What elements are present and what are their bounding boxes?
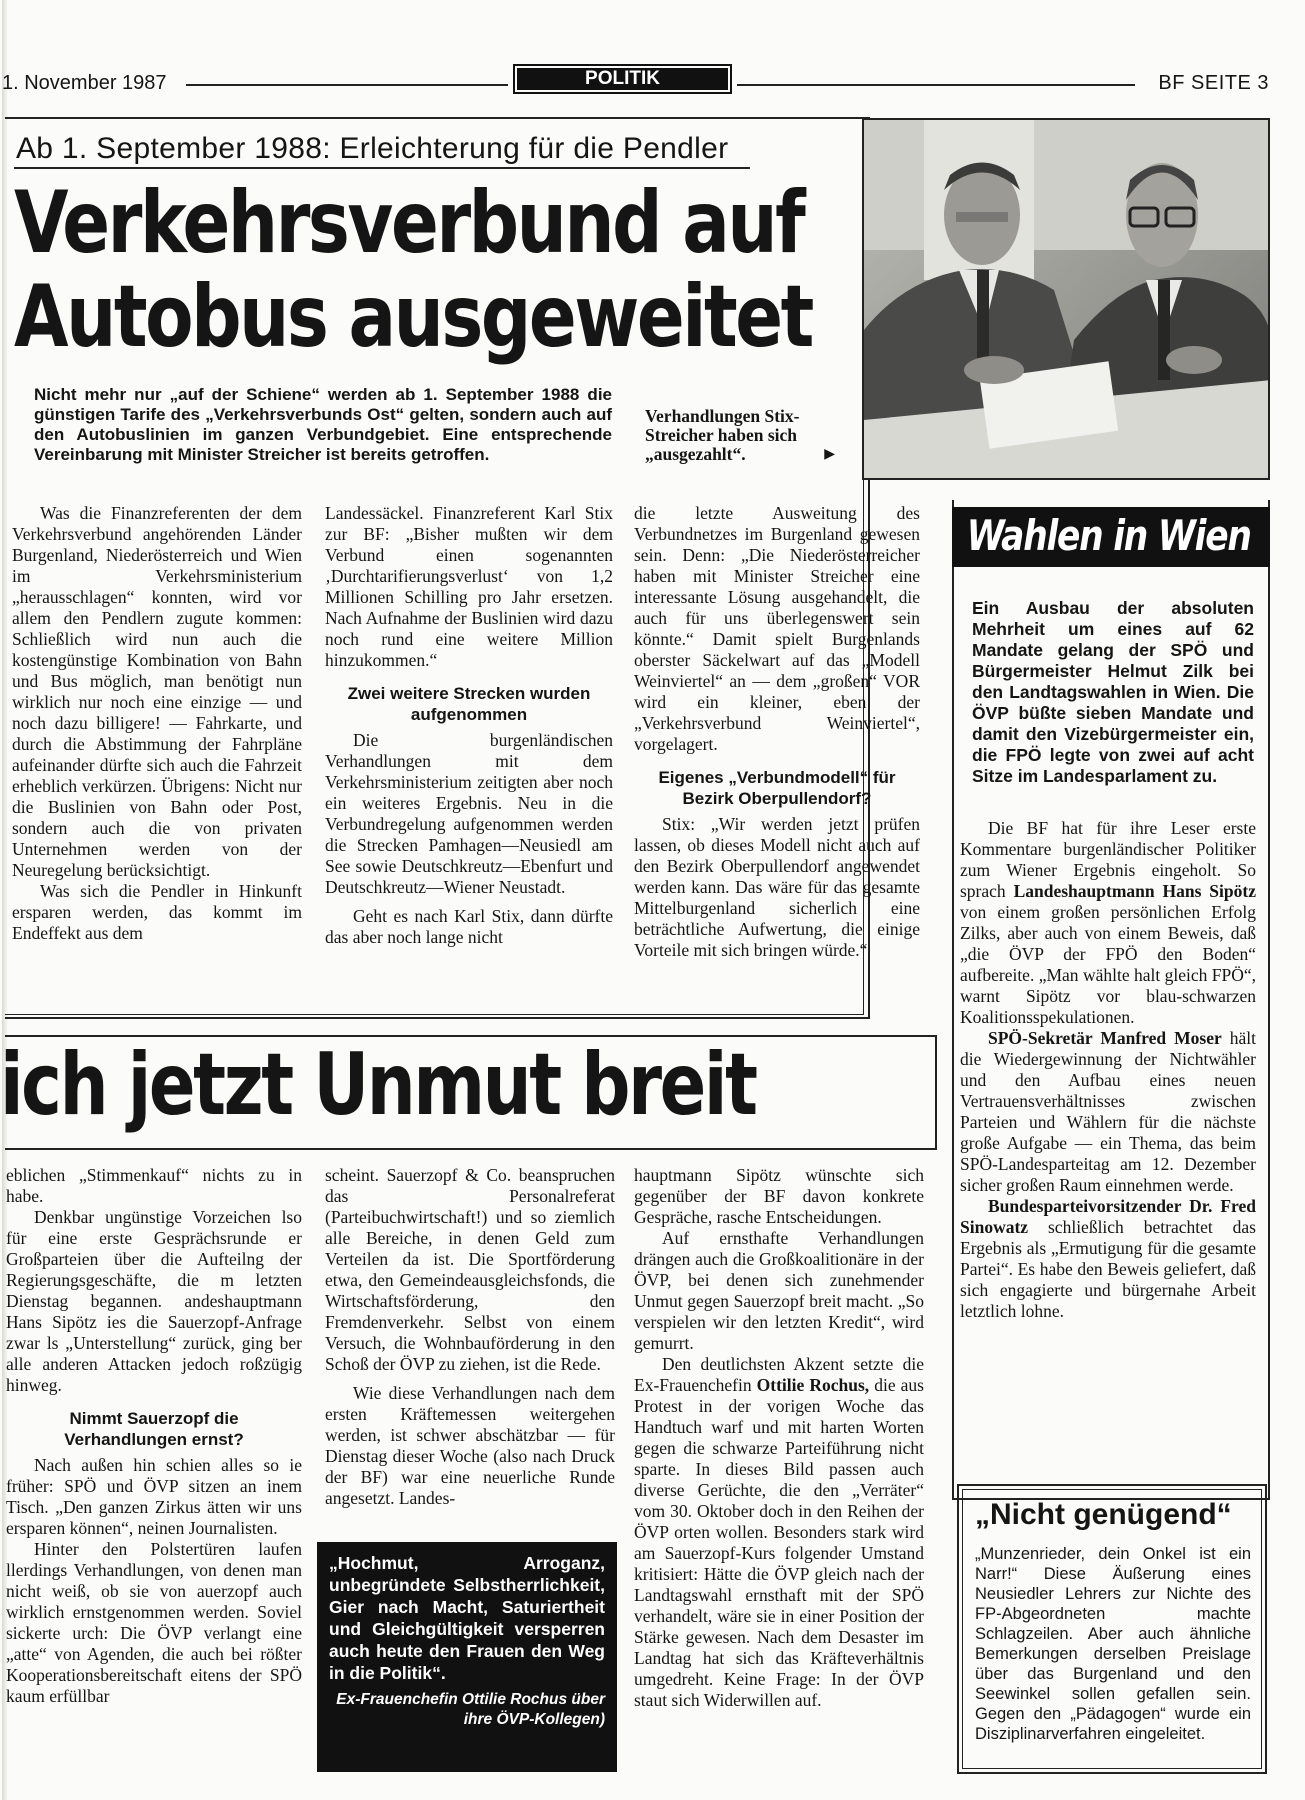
paragraph: Auf ernsthafte Verhandlungen drängen auch die Großkoalitionäre in der ÖVP, bei denen sich zunehmender Unmut gegen Sauerzopf breit macht. „So verspielen wir den letzten Kredit“, wird gemurrt. bbox=[634, 1228, 924, 1353]
sidebar-title-bar bbox=[952, 507, 1270, 567]
article2-headline: ich jetzt Unmut breit bbox=[0, 1035, 756, 1135]
section-label-box bbox=[513, 64, 732, 94]
person-name: Landeshauptmann Hans Sipötz bbox=[1013, 881, 1256, 901]
box-text: „Munzenrieder, dein Onkel ist ein Narr!“ Diese Äußerung eines Neusiedler Lehrers zur Nichte des FP-Abgeordneten machte Schlagzeilen. Aber auch ähnliche Bemerkungen derselben Preislage über das Burgenland und den Seewinkel sollen gefallen sein. Gegen den „Pädagogen“ wurde ein Disziplinarverfahren eingeleitet. bbox=[975, 1545, 1251, 1743]
text-run: Die BF hat für ihre Leser erste Kommentare burgenländischer Politiker zum Wiener Ergebnis eingeholt. So sprach bbox=[960, 818, 1256, 901]
article2-column-3 bbox=[634, 1165, 924, 1711]
headline-line-1: Verkehrsverbund auf bbox=[14, 173, 804, 273]
paragraph: scheint. Sauerzopf & Co. beanspruchen das Personalreferat (Parteibuchwirtschaft!) und so ziemlich alle Bereiche, in denen Geld zum Verteilen da ist. Die Sportförderung etwa, den Gemeindeausgleichsfonds, die Wirtschaftsförderung, den Fremdenverkehr. Selbst von einem Versuch, die Wohnbauförderung in den Schoß der ÖVP zu ziehen, ist die Rede. bbox=[325, 1165, 615, 1374]
paragraph: Geht es nach Karl Stix, dann dürfte das aber noch lange nicht bbox=[325, 906, 613, 947]
person-name: Ottilie Rochus, bbox=[756, 1375, 870, 1395]
photo-illustration bbox=[864, 120, 1270, 480]
paragraph bbox=[960, 1028, 1256, 1196]
sidebar-body bbox=[960, 818, 1256, 1322]
paragraph bbox=[634, 1354, 924, 1711]
sidebar-title: Wahlen in Wien bbox=[966, 511, 1251, 560]
paragraph: Die burgenländischen Verhandlungen mit dem Verkehrsministerium zeitigten aber noch ein weiteres Ergebnis. Neu in die Verbundregelung aufgenommen werden die Strecken Pamhagen—Neusiedl am See sowie Deutschkreutz—Ebenfurt und Deutschkreutz—Wiener Neustadt. bbox=[325, 730, 613, 897]
subheading: Zwei weitere Strecken wurden aufgenommen bbox=[347, 684, 591, 724]
article1-column-3 bbox=[634, 503, 920, 961]
article-lead: Nicht mehr nur „auf der Schiene“ werden ab 1. September 1988 die günstigen Tarife des „Verkehrsverbunds Ost“ gelten, sondern auch auf den Autobuslinien im ganzen Verbundgebiet. Eine entsprechende Vereinbarung mit Minister Streicher ist bereits getroffen. bbox=[34, 385, 612, 464]
box-title: „Nicht genügend“ bbox=[975, 1498, 1232, 1531]
person-name: SPÖ-Sekretär Manfred Moser bbox=[988, 1028, 1222, 1048]
paragraph: Nach außen hin schien alles so ie früher: SPÖ und ÖVP sitzen an inem Tisch. „Den ganzen Zirkus ätten wir uns ersparen können“, neinen Journalisten. bbox=[6, 1455, 302, 1538]
article1-column-1 bbox=[12, 503, 302, 944]
text-run: die aus Protest in der vorigen Woche das Handtuch warf und mit harten Worten gegen die schwarze Parteiführung nicht sparte. In dieses Bild passen auch diverse Gerüchte, die den „Verräter“ vom 30. Oktober doch in den Reihen der ÖVP orten wollen. Besonders stark wird am Sauerzopf-Kurs folgender Umstand kritisiert: Hätte die ÖVP gleich nach der Landtagswahl ernsthaft mit der SPÖ verhandelt, wäre sie in einer Position der Stärke gewesen. Nach dem Desaster im Landtag hat sich das Kräfteverhältnis umgedreht. Keine Frage: In der ÖVP staut sich Widerwillen auf. bbox=[634, 1375, 924, 1710]
paragraph bbox=[960, 818, 1256, 1028]
paragraph bbox=[960, 1196, 1256, 1322]
paragraph: Denkbar ungünstige Vorzeichen lso für eine erste Gesprächsrunde er Großparteien über die Aufteilng der Regierungsgeschäfte, die m letzten Dienstag begannen. andeshauptmann Hans Sipötz ies die Sauerzopf-Anfrage zwar ls „Unterstellung“ zurück, ging ber alle anderen Attacken jedoch roßzügig hinweg. bbox=[6, 1207, 302, 1395]
header-rule-right bbox=[737, 84, 1135, 86]
page-number: BF SEITE 3 bbox=[1158, 72, 1269, 94]
article2-column-2 bbox=[325, 1165, 615, 1509]
paragraph: eblichen „Stimmenkauf“ nichts zu in habe. bbox=[6, 1165, 302, 1206]
paragraph: die letzte Ausweitung des Verbundnetzes im Burgenland gewesen sein. Denn: „Die Niederösterreicher haben mit Minister Streicher eine interessante Lösung ausgehandelt, die auch für uns überlegenswert sein könnte.“ Damit spielt Burgenlands oberster Säckelwart auf das „Modell Weinviertel“ an — dem „großen“ VOR wird ein kleiner, eben der „Verkehrsverbund Weinviertel“, vorgelagert. bbox=[634, 503, 920, 754]
paragraph: Was sich die Pendler in Hinkunft ersparen werden, das kommt im Endeffekt aus dem bbox=[12, 881, 302, 943]
text-run: hält die Wiedergewinnung der Nichtwähler und den Aufbau eines neuen Vertrauensverhältnisses zwischen Parteien und Wählern für die nächste große Aufgabe — ein Thema, das beim SPÖ-Landesparteitag am 12. Dezember sicher großen Raum einnehmen werde. bbox=[960, 1028, 1256, 1195]
headline-line-2: Autobus ausgeweitet bbox=[14, 267, 812, 367]
kicker-underline bbox=[14, 167, 750, 169]
photo-caption-text: Verhandlungen Stix-Streicher haben sich „ausgezahlt“. bbox=[645, 406, 800, 464]
paragraph: Wie diese Verhandlungen nach dem ersten Kräftemessen weitergehen werden, ist schwer abschätzbar — für Dienstag dieser Woche (also nach Druck der BF) war eine neuerliche Runde angesetzt. Landes- bbox=[325, 1383, 615, 1508]
text-run: schließlich betrachtet das Ergebnis als „Ermutigung für die gesamte Partei“. Es habe den Beweis geliefert, daß sich engagierte und bürgernahe Arbeit letztlich lohne. bbox=[960, 1217, 1256, 1321]
sidebar-lead: Ein Ausbau der absoluten Mehrheit um eines auf 62 Mandate gelang der SPÖ und Bürgermeister Helmut Zilk bei den Landtagswahlen in Wien. Die ÖVP büßte sieben Mandate und damit den Vizebürgermeister ein, die FPÖ legte von zwei auf acht Sitze im Landesparlament zu. bbox=[972, 598, 1254, 786]
text-run: von einem großen persönlichen Erfolg Zilks, aber auch von einem Beweis, daß „die ÖVP der FPÖ den Boden“ aufbereite. „Man wählte halt gleich FPÖ“, warnt Sipötz vor blau-schwarzen Koalitionsspekulationen. bbox=[960, 902, 1256, 1027]
text-run: Den deutlichsten Akzent setzte die Ex-Frauenchefin bbox=[634, 1354, 924, 1395]
paragraph: Hinter den Polstertüren laufen llerdings Verhandlungen, von denen man nicht weiß, ob sie von auerzopf auch wirklich ernstgenommen werden. Soviel sickerte urch: Die ÖVP verlangt eine „atte“ von Agenden, die auch bei rößter Kooperationsbereitschaft eitens der SPÖ kaum erfüllbar bbox=[6, 1539, 302, 1706]
person-name: Bundesparteivorsitzender Dr. Fred Sinowatz bbox=[960, 1196, 1256, 1237]
paragraph: Was die Finanzreferenten der dem Verkehrsverbund angehörenden Länder Burgenland, Niederösterreich und Wien im Verkehrsministerium „herausschlagen“ konnten, wird vor allem den Pendlern zugute kommen: Schließlich wird nun auch die kostengünstige Kombination von Bahn und Bus möglich, man benötigt nun wirklich nur noch eine einzige — und noch dazu billigere! — Fahrkarte, und durch die Abstimmung der Fahrpläne aufeinander dürfte sich auch die Fahrzeit erheblich verkürzen. Übrigens: Nicht nur die Buslinien von Bahn oder Post, sondern auch die von privaten Unternehmen werden von der Neuregelung berücksichtigt. bbox=[12, 503, 302, 880]
header-rule-left bbox=[186, 84, 508, 86]
issue-date: 1. November 1987 bbox=[2, 72, 167, 94]
paragraph: Landessäckel. Finanzreferent Karl Stix zur BF: „Bisher mußten wir dem Verbund einen sogenannten ‚Durchtarifierungsverlust‘ von 1,2 Millionen Schilling pro Jahr ersetzen. Nach Aufnahme der Buslinien wird dazu noch rund eine weitere Million hinzukommen.“ bbox=[325, 503, 613, 670]
paragraph: Stix: „Wir werden jetzt prüfen lassen, ob dieses Modell nicht auch auf den Bezirk Oberpullendorf angewendet werden kann. Das wäre für das gesamte Mittelburgenland sicherlich eine beträchtliche Aufwertung, die einige Vorteile mit sich bringen würde.“ bbox=[634, 814, 920, 960]
article1-column-2 bbox=[325, 503, 613, 948]
paragraph: hauptmann Sipötz wünschte sich gegenüber der BF davon konkrete Gespräche, rasche Entscheidungen. bbox=[634, 1165, 924, 1227]
quote-source: Ex-Frauenchefin Ottilie Rochus über ihre ÖVP-Kollegen) bbox=[336, 1691, 605, 1728]
photo-caption bbox=[645, 407, 837, 464]
section-label: POLITIK bbox=[517, 68, 728, 90]
quote-box bbox=[317, 1542, 617, 1772]
caption-arrow-icon: ▶ bbox=[824, 447, 835, 462]
article-kicker: Ab 1. September 1988: Erleichterung für die Pendler bbox=[16, 132, 729, 165]
quote-text: „Hochmut, Arroganz, unbegründete Selbstherrlichkeit, Gier nach Macht, Saturiertheit und Gleichgültigkeit versperren auch heute den Frauen den Weg in die Politik“. bbox=[329, 1553, 605, 1683]
subheading: Eigenes „Verbundmodell“ für Bezirk Oberpullendorf? bbox=[658, 768, 896, 808]
subheading: Nimmt Sauerzopf die Verhandlungen ernst? bbox=[64, 1409, 244, 1449]
photo-stix-streicher bbox=[862, 118, 1270, 480]
article2-column-1 bbox=[6, 1165, 302, 1707]
